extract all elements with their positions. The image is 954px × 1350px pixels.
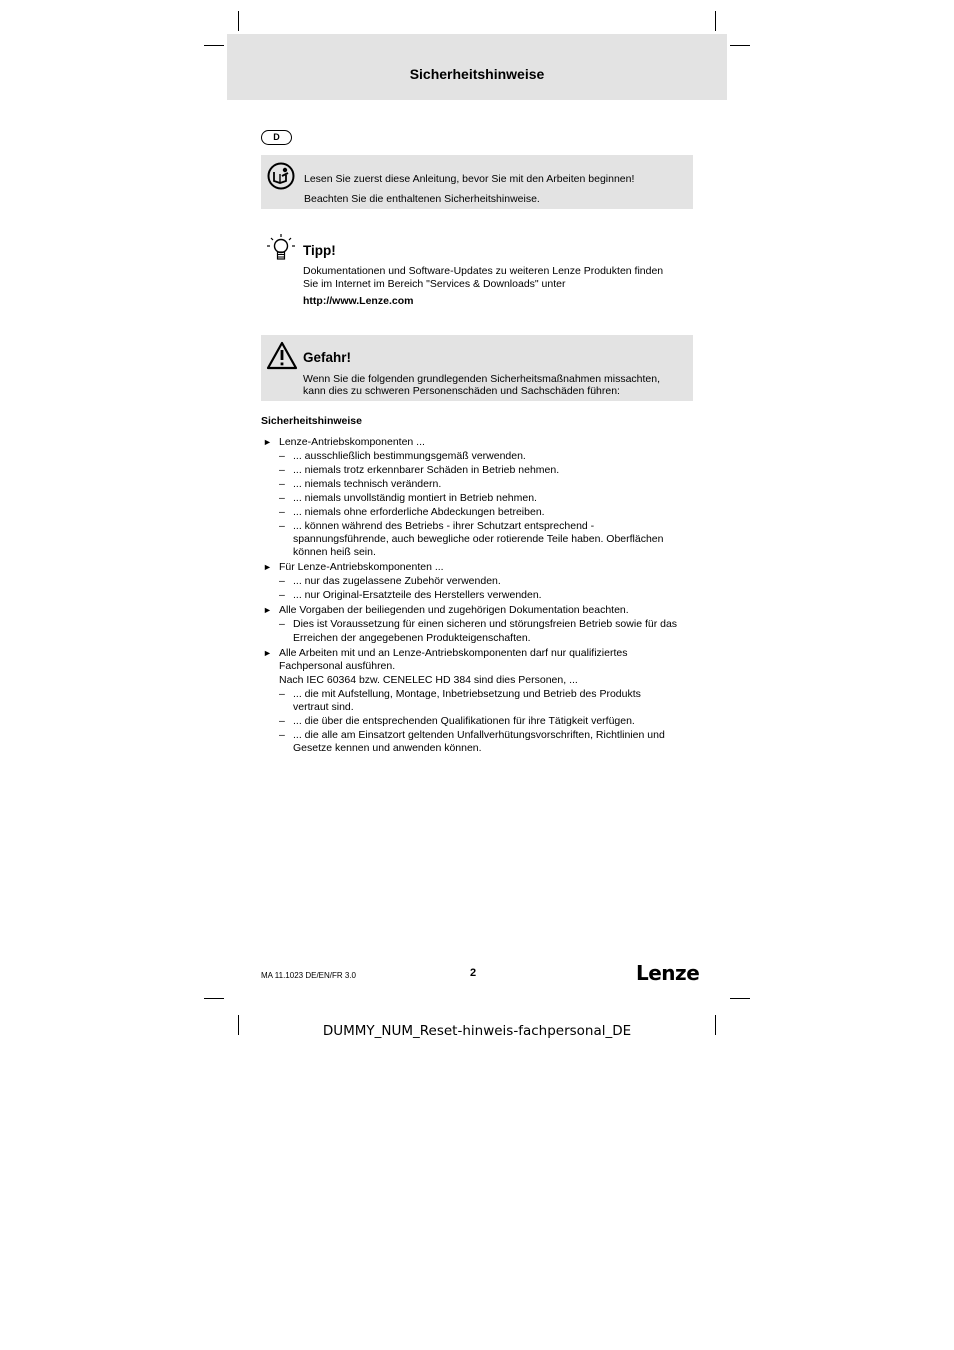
crop-mark [238, 11, 239, 31]
danger-title: Gefahr! [303, 350, 352, 365]
danger-box [261, 335, 693, 401]
lightbulb-icon [265, 233, 297, 265]
list-item-line: Fachpersonal ausführen. [279, 660, 396, 673]
list-item: ► Für Lenze-Antriebskomponenten ... [261, 561, 701, 574]
tip-line-1: Dokumentationen und Software-Updates zu weiteren Lenze Produkten finden [303, 265, 664, 277]
list-item [261, 618, 701, 645]
list-item: – ... niemals trotz erkennbarer Schäden in Betrieb nehmen. [261, 464, 701, 477]
list-item-line: können heiß sein. [293, 546, 376, 559]
language-badge: D [261, 130, 292, 145]
tip-line-2: Sie im Internet im Bereich "Services & Downloads" unter [303, 278, 566, 290]
danger-line-1: Wenn Sie die folgenden grundlegenden Sicherheitsmaßnahmen missachten, [303, 373, 661, 385]
list-item: – ... niemals technisch verändern. [261, 478, 701, 491]
tip-title: Tipp! [303, 243, 336, 258]
page-number: 2 [470, 967, 477, 979]
crop-mark [730, 998, 750, 999]
section-heading: Sicherheitshinweise [261, 415, 362, 427]
list-item: – ... die über die entsprechenden Qualifikationen für ihre Tätigkeit verfügen. [261, 715, 701, 728]
list-item-line: Alle Arbeiten mit und an Lenze-Antriebskomponenten darf nur qualifiziertes [279, 646, 628, 659]
header-band [227, 34, 727, 100]
list-item-line: ... die alle am Einsatzort geltenden Unfallverhütungsvorschriften, Richtlinien und [293, 729, 665, 742]
list-item: – ... niemals unvollständig montiert in Betrieb nehmen. [261, 492, 701, 505]
list-item [261, 647, 701, 687]
safety-list [261, 434, 701, 756]
crop-mark [204, 45, 224, 46]
note-line-1: Lesen Sie zuerst diese Anleitung, bevor Sie mit den Arbeiten beginnen! [304, 173, 635, 185]
crop-mark [715, 11, 716, 31]
lenze-logo: Lenze [636, 961, 700, 985]
list-item [261, 520, 701, 560]
list-item-line: vertraut sind. [293, 701, 354, 714]
list-item-line: Gesetze kennen und anwenden können. [293, 742, 482, 755]
list-item-line: spannungsführende, auch bewegliche oder rotierende Teile haben. Oberflächen [293, 533, 664, 545]
list-item: – ... ausschließlich bestimmungsgemäß verwenden. [261, 450, 701, 463]
read-first-note [261, 155, 693, 209]
list-item-line: ... die mit Aufstellung, Montage, Inbetriebsetzung und Betrieb des Produkts [293, 687, 641, 700]
page-title: Sicherheitshinweise [409, 66, 545, 82]
list-item [261, 688, 701, 715]
list-item-line: ... können während des Betriebs - ihrer Schutzart entsprechend - [293, 519, 595, 532]
list-item: – ... nur Original-Ersatzteile des Herstellers verwenden. [261, 589, 701, 602]
warning-triangle-icon [266, 341, 298, 370]
list-item-line: Nach IEC 60364 bzw. CENELEC HD 384 sind dies Personen, ... [279, 673, 578, 686]
crop-mark [204, 998, 224, 999]
document-id: MA 11.1023 DE/EN/FR 3.0 [261, 971, 357, 980]
file-name-label: DUMMY_NUM_Reset-hinweis-fachpersonal_DE [322, 1023, 632, 1039]
tip-url-link[interactable]: http://www.Lenze.com [303, 295, 414, 307]
list-item-line: Erreichen der angegebenen Produkteigenschaften. [293, 631, 531, 644]
list-item [261, 729, 701, 756]
list-item: – ... niemals ohne erforderliche Abdeckungen betreiben. [261, 506, 701, 519]
read-manual-icon [266, 161, 296, 191]
danger-line-2: kann dies zu schweren Personenschäden und Sachschäden führen: [303, 385, 620, 397]
crop-mark [730, 45, 750, 46]
list-item: – ... nur das zugelassene Zubehör verwenden. [261, 575, 701, 588]
list-item: ► Alle Vorgaben der beiliegenden und zugehörigen Dokumentation beachten. [261, 604, 701, 617]
list-item-line: Dies ist Voraussetzung für einen sicheren und störungsfreien Betrieb sowie für das [293, 618, 678, 631]
note-line-2: Beachten Sie die enthaltenen Sicherheitshinweise. [304, 193, 540, 205]
list-item: ► Lenze-Antriebskomponenten ... [261, 436, 701, 449]
